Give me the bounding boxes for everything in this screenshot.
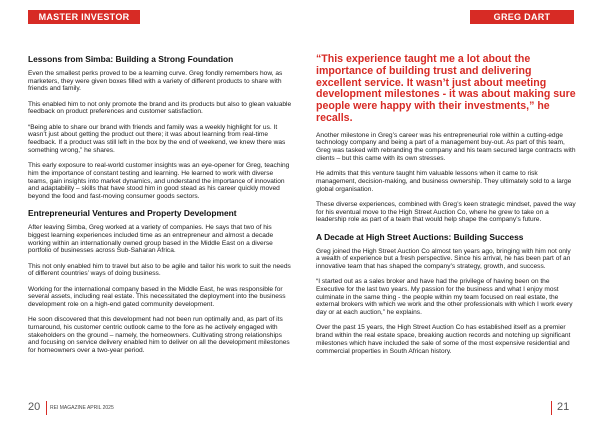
section-tab-right: GREG DART xyxy=(470,10,574,24)
paragraph: Greg joined the High Street Auction Co almost ten years ago, bringing with him not only a wealth of experience but a fresh perspective. Since his arrival, he has been part of an innovative team that has shaped the company’s strategy, growth, and success. xyxy=(316,247,571,270)
paragraph: Over the past 15 years, the High Street Auction Co has established itself as a premier brand within the real estate space, breaking auction records and notching up significant milestones which have included the sale of some of the most expensive residential and commercial properties in South African history. xyxy=(316,324,571,355)
pull-quote: “This experience taught me a lot about the importance of building trust and delivering excellent service. It wasn’t just about meeting development milestones - it was about making sure people were happy with their investments,” he recalls. xyxy=(316,53,576,124)
paragraph: These diverse experiences, combined with Greg’s keen strategic mindset, paved the way for his eventual move to the High Street Auction Co, where he grew to take on a leadership role as part of a team that would help shape the company’s future. xyxy=(316,200,576,224)
paragraph: After leaving Simba, Greg worked at a variety of companies. He says that two of his biggest learning experiences included time as an entrepreneur and almost a decade working within an internationally owned group based in the Middle East on a diverse portfolio of businesses across Sub-Saharan Africa. xyxy=(28,224,274,255)
magazine-name: REI MAGAZINE APRIL 2025 xyxy=(50,405,114,411)
paragraph: He admits that this venture taught him valuable lessons when it came to risk management, decision-making, and business ownership. They ultimately sold to a large global organisation. xyxy=(316,170,572,193)
paragraph: This enabled him to not only promote the brand and its products but also to glean valuable feedback on product preferences and customer satisfaction. xyxy=(28,100,292,116)
page-number-left: 20 xyxy=(28,401,41,413)
footer-divider-left xyxy=(46,401,47,415)
paragraph: This not only enabled him to travel but also to be agile and tailor his work to suit the needs of different countries’ ways of doing business. xyxy=(28,262,291,278)
right-column xyxy=(316,54,576,363)
heading-lessons-from-simba: Lessons from Simba: Building a Strong Foundation xyxy=(28,54,234,64)
paragraph: “I started out as a sales broker and have had the privilege of having been on the Executive for the last two years. My passion for the business and what I enjoy most culminate in the same thing - the people within my team focused on real estate, the external brokers with which we work and the other professionals with which I work every day or at each auction,” he explains. xyxy=(316,278,573,317)
paragraph: Another milestone in Greg’s career was his entrepreneurial role within a cutting-edge technology company and being a part of a management buy-out. As part of this team, Greg was tasked with rebranding the company and his team secured large contracts with clients – but this came with its own stresses. xyxy=(316,131,576,162)
footer-divider-right xyxy=(551,401,552,415)
left-column xyxy=(28,54,292,362)
paragraph: He soon discovered that this development had not been run optimally and, as part of its turnaround, his customer centric outlook came to the fore as he actively engaged with stakeholders on the ground – namely, the homeowners. Cultivating strong relationships and focusing on service delivery enabled him to deliver on all the development milestones for homeowners over a two-year period. xyxy=(28,316,290,355)
heading-decade-at-high-street: A Decade at High Street Auctions: Building Success xyxy=(316,231,524,242)
page-number-right: 21 xyxy=(557,401,570,413)
paragraph: Even the smallest perks proved to be a learning curve. Greg fondly remembers how, as marketers, they were given boxes filled with a variety of different products to share with friends and family. xyxy=(28,70,283,93)
paragraph: This early exposure to real-world customer insights was an eye-opener for Greg, teaching him the importance of constant testing and learning. He learned to work with diverse teams, gain insights into market dynamics, and understand the importance of innovation and adaptability – skills that have stood him in good stead as his career quickly moved beyond the food and fast-moving consumer goods sectors. xyxy=(28,162,290,200)
heading-entrepreneurial-ventures: Entrepreneurial Ventures and Property Development xyxy=(28,208,237,219)
paragraph: “Being able to share our brand with friends and family was a weekly highlight for us. It wasn’t just about getting the product out there; it was about learning from real-time feedback. If a product was still left in the box by the end of weekend, we knew there was something wrong,” he shares. xyxy=(28,123,286,154)
paragraph: Working for the international company based in the Middle East, he was responsible for several assets, including real estate. This necessitated the deployment into the business development role on a high-end gated community development. xyxy=(28,285,286,309)
section-tab-left: MASTER INVESTOR xyxy=(28,10,140,24)
